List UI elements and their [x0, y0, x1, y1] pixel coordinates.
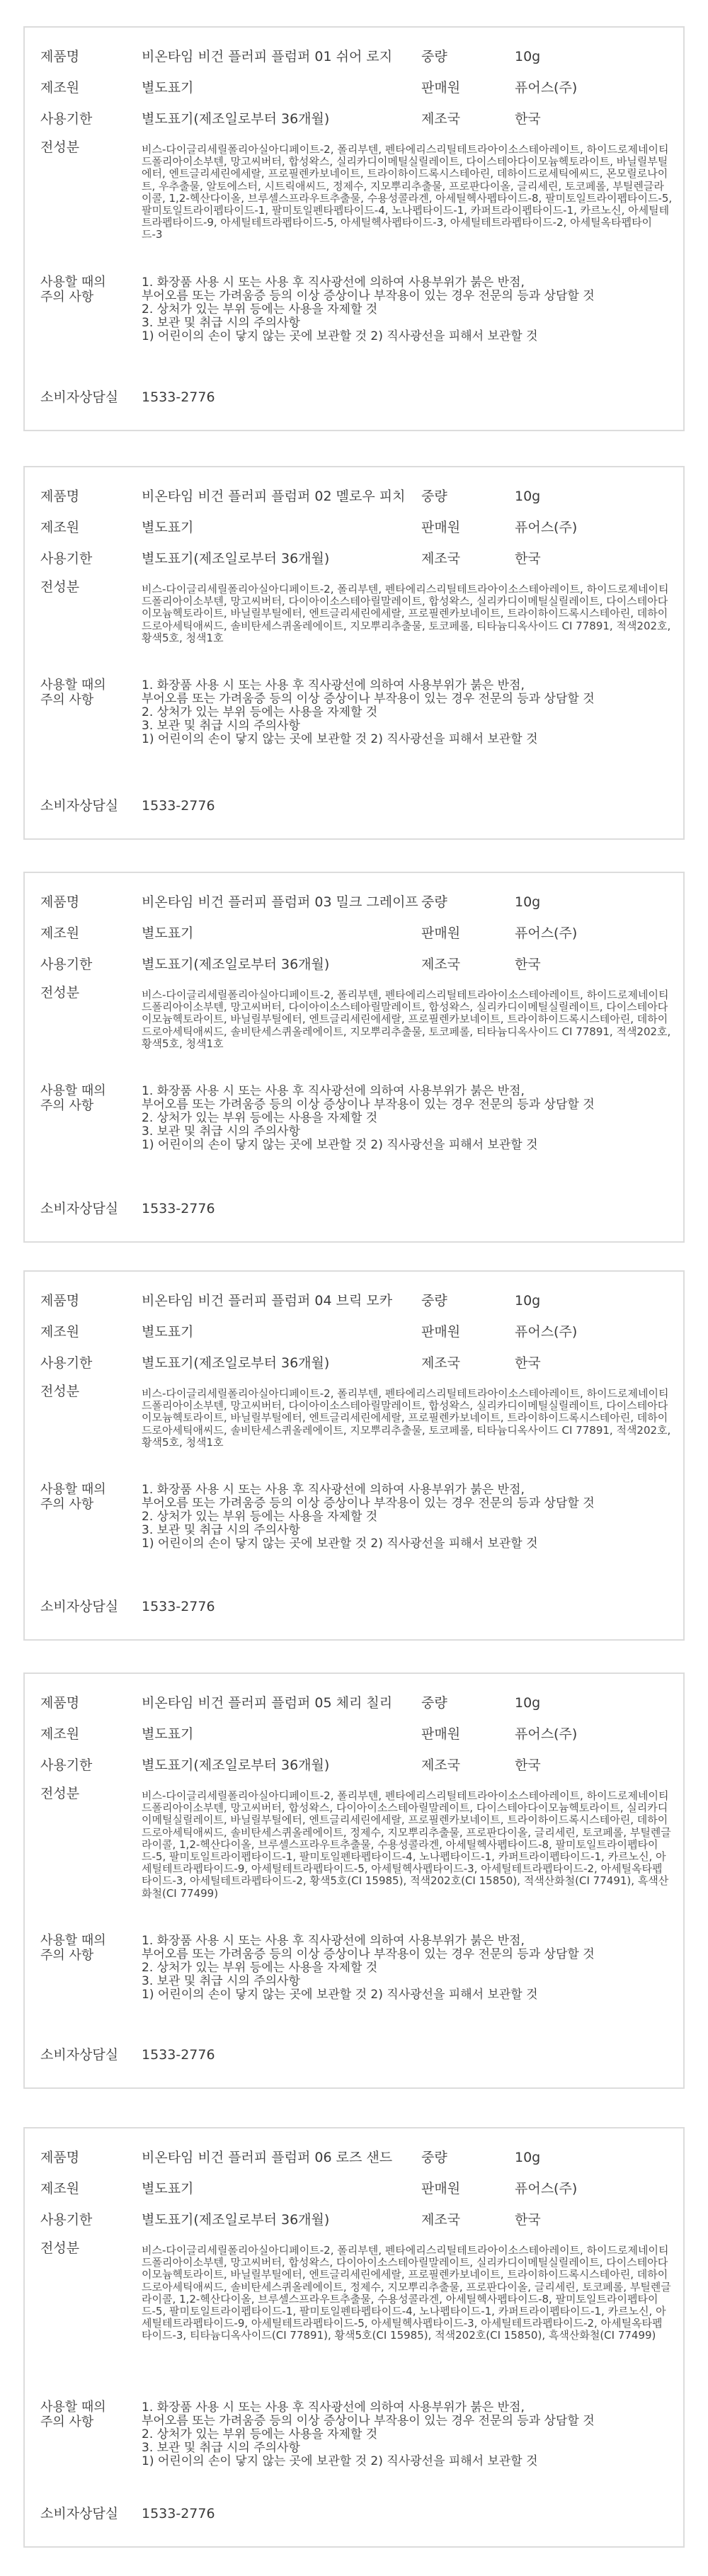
consumer-center-label: 소비자상담실 — [40, 1201, 119, 1216]
volume-value: 10g — [515, 49, 541, 64]
caution-line: 1. 화장품 사용 시 또는 사용 후 직사광선에 의하여 사용부위가 붉은 반점, — [142, 1483, 525, 1497]
product-name-value: 비온타임 비건 플러피 플럼퍼 02 멜로우 피치 — [142, 489, 406, 504]
caution-line: 2. 상처가 있는 부위 등에는 사용을 자제할 것 — [142, 302, 378, 317]
country-label: 제조국 — [421, 1355, 461, 1371]
caution-line: 2. 상처가 있는 부위 등에는 사용을 자제할 것 — [142, 705, 378, 719]
country-value: 한국 — [515, 551, 541, 566]
caution-line: 부어오름 또는 가려움증 등의 이상 증상이나 부작용이 있는 경우 전문의 등과 상담할 것 — [142, 2414, 595, 2428]
product-info-card — [23, 26, 685, 431]
ingredients-label: 전성분 — [40, 1786, 80, 1801]
caution-line: 2. 상처가 있는 부위 등에는 사용을 자제할 것 — [142, 2427, 378, 2441]
ingredients-text: 비스-다이글리세릴폴리아실아디페이트-2, 폴리부텐, 펜타에리스리틸테트라아이소스테아레이트, 하이드로제네이티드폴리아이소부텐, 망고씨버터, 다이아이소스테아릴말레이트, 합성왁스, 실리카디이메틸실릴레이트, 다이스테아다이모늄헥토라이트, 바닐릴부틸에터, 엔트글리세린에세랄, 프로필렌카보네이트, 트라이하이드록시스테아린, 데하이드로아세틱애씨드, 솔비탄세스퀴올레에이트, 지모뿌리추출물, 토코페롤, 티타늄디옥사이드 CI 77891, 적색202호, 황색5호, 청색1호 — [142, 1388, 671, 1449]
manufacturer-value: 별도표기 — [142, 520, 194, 535]
product-name-label: 제품명 — [40, 49, 80, 64]
seller-value: 퓨어스(주) — [515, 80, 578, 96]
country-value: 한국 — [515, 111, 541, 127]
ingredients-label: 전성분 — [40, 1384, 80, 1399]
consumer-center-label: 소비자상담실 — [40, 1599, 119, 1614]
country-value: 한국 — [515, 1757, 541, 1773]
caution-line: 1. 화장품 사용 시 또는 사용 후 직사광선에 의하여 사용부위가 붉은 반점, — [142, 275, 525, 290]
manufacturer-value: 별도표기 — [142, 1324, 194, 1340]
cautions-text — [142, 1085, 673, 1152]
cautions-label: 사용할 때의 주의 사항 — [40, 678, 106, 707]
seller-value: 퓨어스(주) — [515, 1324, 578, 1340]
cautions-label: 사용할 때의 주의 사항 — [40, 275, 106, 304]
seller-value: 퓨어스(주) — [515, 1726, 578, 1742]
expiry-value: 별도표기(제조일로부터 36개월) — [142, 2212, 330, 2228]
consumer-center-phone: 1533-2776 — [142, 798, 215, 814]
cautions-label: 사용할 때의 주의 사항 — [40, 1083, 106, 1113]
manufacturer-label: 제조원 — [40, 80, 80, 96]
expiry-label: 사용기한 — [40, 1355, 93, 1371]
expiry-value: 별도표기(제조일로부터 36개월) — [142, 551, 330, 566]
volume-label: 중량 — [421, 894, 447, 910]
caution-line: 부어오름 또는 가려움증 등의 이상 증상이나 부작용이 있는 경우 전문의 등과 상담할 것 — [142, 1496, 595, 1510]
product-info-card — [23, 1270, 685, 1641]
expiry-label: 사용기한 — [40, 1757, 93, 1773]
caution-line: 1. 화장품 사용 시 또는 사용 후 직사광선에 의하여 사용부위가 붉은 반점, — [142, 1084, 525, 1098]
caution-line: 1. 화장품 사용 시 또는 사용 후 직사광선에 의하여 사용부위가 붉은 반점, — [142, 678, 525, 693]
product-name-label: 제품명 — [40, 489, 80, 504]
ingredients-label: 전성분 — [40, 579, 80, 595]
ingredients-label: 전성분 — [40, 139, 80, 155]
manufacturer-label: 제조원 — [40, 2181, 80, 2196]
product-name-value: 비온타임 비건 플러피 플럼퍼 05 체리 칠리 — [142, 1695, 393, 1711]
seller-label: 판매원 — [421, 80, 461, 96]
caution-line: 3. 보관 및 취급 시의 주의사항 — [142, 719, 300, 733]
product-info-card — [23, 872, 685, 1243]
consumer-center-phone: 1533-2776 — [142, 2506, 215, 2521]
product-info-card — [23, 466, 685, 840]
country-label: 제조국 — [421, 111, 461, 127]
expiry-value: 별도표기(제조일로부터 36개월) — [142, 1757, 330, 1773]
expiry-value: 별도표기(제조일로부터 36개월) — [142, 111, 330, 127]
country-label: 제조국 — [421, 551, 461, 566]
volume-value: 10g — [515, 2150, 541, 2165]
seller-value: 퓨어스(주) — [515, 2181, 578, 2196]
ingredients-text: 비스-다이글리세릴폴리아실아디페이트-2, 폴리부텐, 펜타에리스리틸테트라아이소스테아레이트, 하이드로제네이티드폴리아이소부텐, 망고씨버터, 다이아이소스테아릴말레이트, 합성왁스, 실리카디이메틸실릴레이트, 다이스테아다이모늄헥토라이트, 바닐릴부틸에터, 엔트글리세린에세랄, 프로필렌카보네이트, 트라이하이드록시스테아린, 데하이드로아세틱애씨드, 솔비탄세스퀴올레에이트, 지모뿌리추출물, 토코페롤, 티타늄디옥사이드 CI 77891, 적색202호, 황색5호, 청색1호 — [142, 989, 671, 1050]
expiry-value: 별도표기(제조일로부터 36개월) — [142, 1355, 330, 1371]
volume-value: 10g — [515, 1695, 541, 1711]
ingredients-text: 비스-다이글리세릴폴리아실아디페이트-2, 폴리부텐, 펜타에리스리틸테트라아이소스테아레이트, 하이드로제네이티드폴리아이소부텐, 망고씨버터, 합성왁스, 다이아이소스테아릴말레이트, 다이스테아다이모늄헥토라이트, 실리카디이메틸실릴레이트, 바닐릴부틸에터, 엔트글리세린에세랄, 프로필렌카보네이트, 트라이하이드록시스테아린, 데하이드로아세틱애씨드, 솔비탄세스퀴올레에이트, 정제수, 지모뿌리추출물, 프로판다이올, 글리세린, 토코페롤, 부틸렌글라이콜, 1,2-헥산다이올, 브루셀스프라우트추출물, 수용성콜라겐, 아세틸헥사펩타이드-8, 팔미토일트라이펩타이드-5, 팔미토일트라이펩타이드-1, 팔미토일펜타펩타이드-4, 노나펩타이드-1, 카퍼트라이펩타이드-1, 카르노신, 아세틸테트라펩타이드-9, 아세틸테트라펩타이드-5, 아세틸헥사펩타이드-3, 아세틸테트라펩타이드-2, 아세틸옥타펩타이드-3, 아세틸테트라펩타이드-2, 황색5호(CI 15985), 적색202호(CI 15850), 적색산화철(CI 77491), 흑색산화철(CI 77499) — [142, 1790, 671, 1900]
caution-line: 부어오름 또는 가려움증 등의 이상 증상이나 부작용이 있는 경우 전문의 등과 상담할 것 — [142, 692, 595, 706]
consumer-center-phone: 1533-2776 — [142, 2047, 215, 2063]
cautions-text — [142, 1934, 673, 2002]
volume-value: 10g — [515, 894, 541, 910]
volume-label: 중량 — [421, 2150, 447, 2165]
seller-label: 판매원 — [421, 520, 461, 535]
caution-line: 부어오름 또는 가려움증 등의 이상 증상이나 부작용이 있는 경우 전문의 등과 상담할 것 — [142, 1098, 595, 1112]
volume-label: 중량 — [421, 49, 447, 64]
caution-line: 2. 상처가 있는 부위 등에는 사용을 자제할 것 — [142, 1510, 378, 1524]
caution-line: 3. 보관 및 취급 시의 주의사항 — [142, 1974, 300, 1988]
expiry-value: 별도표기(제조일로부터 36개월) — [142, 957, 330, 972]
caution-line: 2. 상처가 있는 부위 등에는 사용을 자제할 것 — [142, 1961, 378, 1975]
seller-label: 판매원 — [421, 925, 461, 941]
caution-line: 3. 보관 및 취급 시의 주의사항 — [142, 2441, 300, 2455]
product-name-value: 비온타임 비건 플러피 플럼퍼 03 밀크 그레이프 — [142, 894, 418, 910]
country-label: 제조국 — [421, 1757, 461, 1773]
country-label: 제조국 — [421, 2212, 461, 2228]
product-name-label: 제품명 — [40, 1293, 80, 1309]
caution-line: 1) 어린이의 손이 닿지 않는 곳에 보관할 것 2) 직사광선을 피해서 보관할 것 — [142, 1988, 538, 2002]
country-value: 한국 — [515, 957, 541, 972]
consumer-center-phone: 1533-2776 — [142, 389, 215, 405]
ingredients-label: 전성분 — [40, 985, 80, 1001]
cautions-label: 사용할 때의 주의 사항 — [40, 1482, 106, 1512]
consumer-center-label: 소비자상담실 — [40, 2506, 119, 2521]
country-label: 제조국 — [421, 957, 461, 972]
consumer-center-phone: 1533-2776 — [142, 1201, 215, 1216]
cautions-text — [142, 276, 673, 343]
volume-label: 중량 — [421, 1293, 447, 1309]
cautions-label: 사용할 때의 주의 사항 — [40, 2400, 106, 2429]
caution-line: 1) 어린이의 손이 닿지 않는 곳에 보관할 것 2) 직사광선을 피해서 보관할 것 — [142, 329, 538, 343]
country-value: 한국 — [515, 1355, 541, 1371]
volume-label: 중량 — [421, 1695, 447, 1711]
cautions-text — [142, 2401, 673, 2468]
manufacturer-label: 제조원 — [40, 520, 80, 535]
ingredients-label: 전성분 — [40, 2240, 80, 2256]
product-info-card — [23, 2127, 685, 2548]
cautions-text — [142, 1483, 673, 1551]
expiry-label: 사용기한 — [40, 551, 93, 566]
expiry-label: 사용기한 — [40, 957, 93, 972]
caution-line: 부어오름 또는 가려움증 등의 이상 증상이나 부작용이 있는 경우 전문의 등과 상담할 것 — [142, 1947, 595, 1961]
caution-line: 1) 어린이의 손이 닿지 않는 곳에 보관할 것 2) 직사광선을 피해서 보관할 것 — [142, 2454, 538, 2468]
ingredients-text: 비스-다이글리세릴폴리아실아디페이트-2, 폴리부텐, 펜타에리스리틸테트라아이소스테아레이트, 하이드로제네이티드폴리아이소부텐, 망고씨버터, 합성왁스, 다이아이소스테아릴말레이트, 실리카디이메틸실릴레이트, 다이스테아다이모늄헥토라이트, 바닐릴부틸에터, 엔트글리세린에세랄, 프로필렌카보네이트, 트라이하이드록시스테아린, 데하이드로아세틱애씨드, 솔비탄세스퀴올레에이트, 정제수, 지모뿌리추출물, 프로판다이올, 글리세린, 토코페롤, 부틸렌글라이콜, 1,2-헥산다이올, 브루셀스프라우트추출물, 수용성콜라겐, 아세틸헥사펩타이드-8, 팔미토일트라이펩타이드-5, 팔미토일트라이펩타이드-1, 팔미토일펜타펩타이드-4, 노나펩타이드-1, 카퍼트라이펩타이드-1, 카르노신, 아세틸테트라펩타이드-9, 아세틸테트라펩타이드-5, 아세틸헥사펩타이드-3, 아세틸테트라펩타이드-2, 아세틸옥타펩타이드-3, 티타늄디옥사이드(CI 77891), 황색5호(CI 15985), 적색202호(CI 15850), 흑색산화철(CI 77499) — [142, 2245, 671, 2342]
product-name-label: 제품명 — [40, 894, 80, 910]
caution-line: 1. 화장품 사용 시 또는 사용 후 직사광선에 의하여 사용부위가 붉은 반점, — [142, 1934, 525, 1948]
volume-label: 중량 — [421, 489, 447, 504]
cautions-text — [142, 679, 673, 746]
consumer-center-phone: 1533-2776 — [142, 1599, 215, 1614]
caution-line: 3. 보관 및 취급 시의 주의사항 — [142, 1124, 300, 1139]
caution-line: 1. 화장품 사용 시 또는 사용 후 직사광선에 의하여 사용부위가 붉은 반점, — [142, 2400, 525, 2415]
consumer-center-label: 소비자상담실 — [40, 389, 119, 405]
seller-label: 판매원 — [421, 2181, 461, 2196]
manufacturer-value: 별도표기 — [142, 925, 194, 941]
caution-line: 2. 상처가 있는 부위 등에는 사용을 자제할 것 — [142, 1111, 378, 1125]
product-name-value: 비온타임 비건 플러피 플럼퍼 01 쉬어 로지 — [142, 49, 393, 64]
manufacturer-label: 제조원 — [40, 1324, 80, 1340]
product-name-label: 제품명 — [40, 1695, 80, 1711]
ingredients-text: 비스-다이글리세릴폴리아실아디페이트-2, 폴리부텐, 펜타에리스리틸테트라아이소스테아레이트, 하이드로제네이티드폴리아이소부텐, 망고씨버터, 다이아이소스테아릴말레이트, 합성왁스, 실리카디이메틸실릴레이트, 다이스테아다이모늄헥토라이트, 바닐릴부틸에터, 엔트글리세린에세랄, 프로필렌카보네이트, 트라이하이드록시스테아린, 데하이드로아세틱애씨드, 솔비탄세스퀴올레에이트, 지모뿌리추출물, 토코페롤, 티타늄디옥사이드 CI 77891, 적색202호, 황색5호, 청색1호 — [142, 583, 671, 644]
product-info-card — [23, 1672, 685, 2089]
seller-value: 퓨어스(주) — [515, 520, 578, 535]
seller-label: 판매원 — [421, 1726, 461, 1742]
manufacturer-value: 별도표기 — [142, 2181, 194, 2196]
consumer-center-label: 소비자상담실 — [40, 798, 119, 814]
ingredients-text: 비스-다이글리세릴폴리아실아디페이트-2, 폴리부텐, 펜타에리스리틸테트라아이소스테아레이트, 하이드로제네이티드폴리아이소부텐, 망고씨버터, 합성왁스, 실리카디이메틸실릴레이트, 다이스테아다이모늄헥토라이트, 바닐릴부틸에터, 엔트글리세린에세랄, 프로필렌카보네이트, 트라이하이드록시스테아린, 데하이드로세틱에씨드, 몬모릴로나이트, 우추출물, 알토에스터, 시트릭애씨드, 정제수, 지모뿌리추출물, 프로판다이올, 글리세린, 토코페롤, 부틸렌글라이콜, 1,2-헥산다이올, 브루셀스프라우트추출물, 수용성콜라겐, 아세틸헥사펩타이드-8, 팔미토일트라이펩타이드-5, 팔미토일트라이펩타이드-1, 팔미토일펜타펩타이드-4, 노나펩타이드-1, 카퍼트라이펩타이드-1, 카르노신, 아세틸테트라펩타이드-9, 아세틸테트라펩타이드-5, 아세틸헥사펩타이드-3, 아세틸테트라펩타이드-2, 아세틸옥타펩타이드-3 — [142, 144, 673, 241]
seller-label: 판매원 — [421, 1324, 461, 1340]
product-name-label: 제품명 — [40, 2150, 80, 2165]
expiry-label: 사용기한 — [40, 111, 93, 127]
consumer-center-label: 소비자상담실 — [40, 2047, 119, 2063]
caution-line: 1) 어린이의 손이 닿지 않는 곳에 보관할 것 2) 직사광선을 피해서 보관할 것 — [142, 1138, 538, 1152]
caution-line: 3. 보관 및 취급 시의 주의사항 — [142, 316, 300, 330]
caution-line: 1) 어린이의 손이 닿지 않는 곳에 보관할 것 2) 직사광선을 피해서 보관할 것 — [142, 732, 538, 746]
caution-line: 부어오름 또는 가려움증 등의 이상 증상이나 부작용이 있는 경우 전문의 등과 상담할 것 — [142, 289, 595, 303]
volume-value: 10g — [515, 1293, 541, 1309]
country-value: 한국 — [515, 2212, 541, 2228]
manufacturer-value: 별도표기 — [142, 1726, 194, 1742]
product-name-value: 비온타임 비건 플러피 플럼퍼 06 로즈 샌드 — [142, 2150, 393, 2165]
manufacturer-label: 제조원 — [40, 1726, 80, 1742]
caution-line: 1) 어린이의 손이 닿지 않는 곳에 보관할 것 2) 직사광선을 피해서 보관할 것 — [142, 1537, 538, 1551]
expiry-label: 사용기한 — [40, 2212, 93, 2228]
product-name-value: 비온타임 비건 플러피 플럼퍼 04 브릭 모카 — [142, 1293, 393, 1309]
manufacturer-value: 별도표기 — [142, 80, 194, 96]
seller-value: 퓨어스(주) — [515, 925, 578, 941]
manufacturer-label: 제조원 — [40, 925, 80, 941]
cautions-label: 사용할 때의 주의 사항 — [40, 1933, 106, 1963]
volume-value: 10g — [515, 489, 541, 504]
caution-line: 3. 보관 및 취급 시의 주의사항 — [142, 1523, 300, 1537]
